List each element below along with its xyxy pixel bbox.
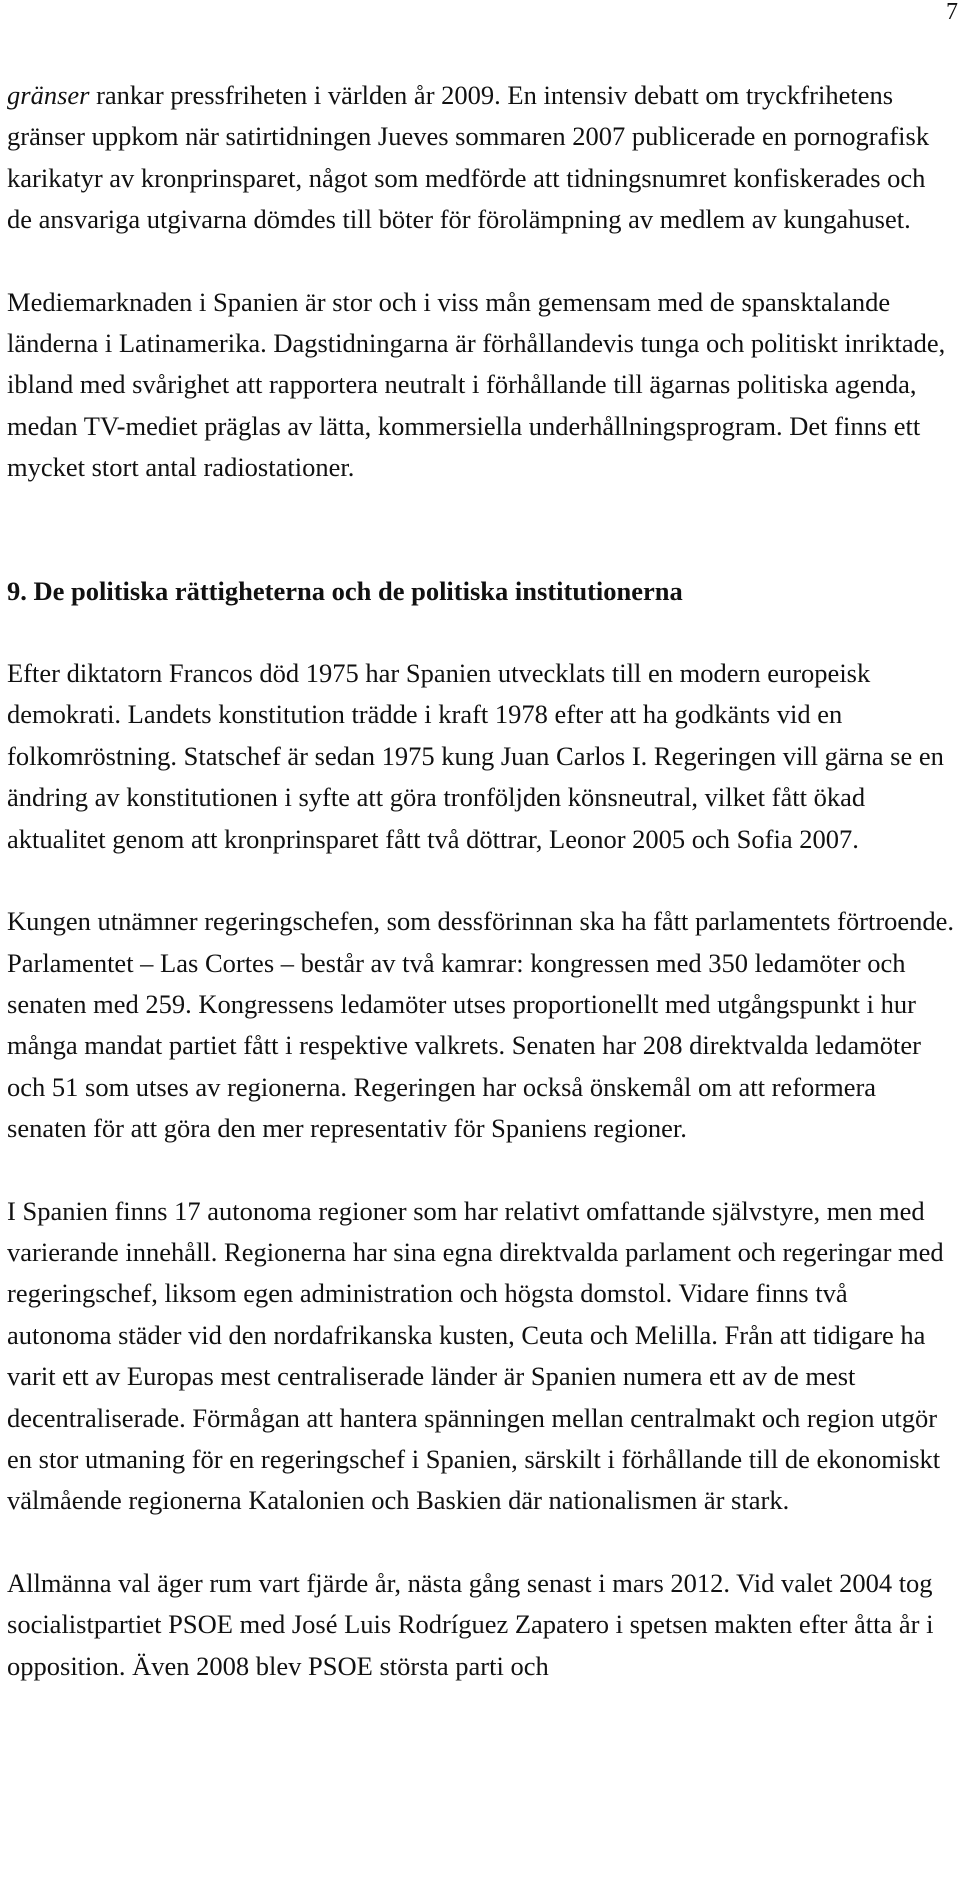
- paragraph-elections: Allmänna val äger rum vart fjärde år, nästa gång senast i mars 2012. Vid valet 2004 tog socialistpartiet PSOE med José Luis Rodríguez Zapatero i spetsen makten efter åtta år i opposition. Även 2008 blev PSOE största parti och: [7, 1567, 934, 1681]
- intro-paragraph: [7, 75, 957, 241]
- section-heading: 9. De politiska rättigheterna och de politiska institutionerna: [7, 575, 683, 606]
- paragraph-parliament: Kungen utnämner regeringschefen, som dessförinnan ska ha fått parlamentets förtroende. Parlamentet – Las Cortes – består av två kamrar: kongressen med 350 ledamöter och senaten med 259. Kongressens ledamöter utses proportionellt med utgångspunkt i hur många mandat partiet fått i respektive valkrets. Senaten har 208 direktvalda ledamöter och 51 som utses av regionerna. Regeringen har också önskemål om att reformera senaten för att göra den mer representativ för Spaniens regioner.: [7, 906, 955, 1144]
- paragraph-democracy: Efter diktatorn Francos död 1975 har Spanien utvecklats till en modern europeisk demokrati. Landets konstitution trädde i kraft 1978 efter att ha godkänts vid en folkomröstning. Statschef är sedan 1975 kung Juan Carlos I. Regeringen vill gärna se en ändring av konstitutionen i syfte att göra tronföljden könsneutral, vilket fått ökad aktualitet genom att kronprinsparet fått två döttrar, Leonor 2005 och Sofia 2007.: [7, 658, 944, 854]
- page-number: 7: [946, 0, 958, 25]
- paragraph-regions: I Spanien finns 17 autonoma regioner som har relativt omfattande självstyre, men med varierande innehåll. Regionerna har sina egna direktvalda parlament och regeringar med regeringschef, liksom egen administration och högsta domstol. Vidare finns två autonoma städer vid den nordafrikanska kusten, Ceuta och Melilla. Från att tidigare ha varit ett av Europas mest centraliserade länder är Spanien numera ett av de mest decentraliserade. Förmågan att hantera spänningen mellan centralmakt och region utgör en stor utmaning för en regeringschef i Spanien, särskilt i förhållande till de ekonomiskt välmående regionerna Katalonien och Baskien där nationalismen är stark.: [7, 1195, 944, 1516]
- intro-italic-lead: gränser: [7, 80, 90, 110]
- document-body: [7, 75, 957, 1687]
- intro-text: rankar pressfriheten i världen år 2009. En intensiv debatt om tryckfrihetens gränser uppkom när satirtidningen Jueves sommaren 2007 publicerade en pornografisk karikatyr av kronprinsparet, något som medförde att tidningsnumret konfiskerades och de ansvariga utgivarna dömdes till böter för förolämpning av medlem av kungahuset.: [7, 80, 930, 235]
- media-paragraph: Mediemarknaden i Spanien är stor och i viss mån gemensam med de spansktalande länderna i Latinamerika. Dagstidningarna är förhållandevis tunga och politiskt inriktade, ibland med svårighet att rapportera neutralt i förhållande till ägarnas politiska agenda, medan TV-mediet präglas av lätta, kommersiella underhållningsprogram. Det finns ett mycket stort antal radiostationer.: [7, 286, 946, 483]
